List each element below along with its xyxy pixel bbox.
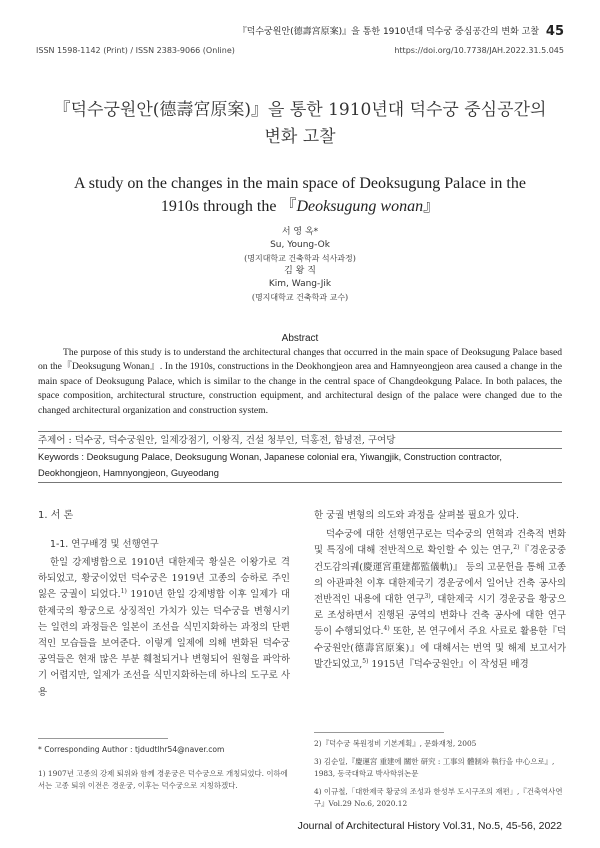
english-title-line1: A study on the changes in the main space of Deoksugung Palace in the <box>74 175 526 192</box>
corresponding-author: * Corresponding Author : tjdudtlhr54@naver.com <box>38 745 225 754</box>
korean-title <box>40 97 560 151</box>
paragraph-text: 또한, 본 연구에서 주요 사료로 활용한『덕수궁원안(德壽宮原案)』에 대해서는 번역 및 해제 보고서가 발간되었고, <box>314 626 567 670</box>
body-left-column <box>38 508 290 701</box>
paragraph-text: 덕수궁에 대한 선행연구로는 덕수궁의 연혁과 건축적 변화 및 특징에 대해 전반적으로 확인할 수 있는 연구, <box>314 529 566 557</box>
keywords-english-label: Keywords : <box>38 452 84 462</box>
keywords-english-list: Deoksugung Palace, Deoksugung Wonan, Japanese colonial era, Yiwangjik, Construction contractor, Deokhongjeon, Hamnyongjeon, Guyeodang <box>38 452 502 478</box>
author-name-en: Kim, Wang-Jik <box>268 279 332 289</box>
abstract-heading: Abstract <box>281 333 319 344</box>
english-title-prefix: 1910s through the 『 <box>160 198 297 215</box>
author-affiliation: (명지대학교 건축학과 석사과정) <box>244 254 356 263</box>
footnote-ref[interactable]: 1) <box>120 588 127 596</box>
footnote-ref[interactable]: 4) <box>383 625 390 633</box>
running-head-title: 『덕수궁원안(德壽宮原案)』을 통한 1910년대 덕수궁 중심공간의 변화 고찰 <box>237 27 540 37</box>
footnote: 3) 김순일,『慶運宮 重建에 關한 研究 : 工事의 體制와 執行을 中心으로』, 1983, 동국대학교 박사학위논문 <box>314 757 555 778</box>
paragraph-text: 1910년 한일 강제병합 이후 일제가 대한제국의 황궁으로 상징적인 가치가 있는 덕수궁을 변형시키는 일련의 과정들은 일본이 조선을 식민지화하는 과정의 단편적인 모습들을 보여준다. 이렇게 일제에 의해 변화된 덕수궁 공역들은 현재 많은 부분 훼철되거나 변형되어 원형을 파악하기 어렵지만, 일제가 조선을 식민지화하는데 하나의 도구로 사용 <box>38 589 290 698</box>
korean-title-line1: 『덕수궁원안(德壽宮原案)』을 통한 1910년대 덕수궁 중심공간의 <box>53 100 547 120</box>
author-block <box>0 226 600 304</box>
journal-footer: Journal of Architectural History Vol.31, No.5, 45-56, 2022 <box>297 820 562 832</box>
keywords-english <box>38 449 562 481</box>
footnote-divider <box>38 738 168 739</box>
keywords-korean <box>38 434 562 448</box>
page-number: 45 <box>545 24 564 39</box>
footnote-ref[interactable]: 2) <box>513 544 520 552</box>
body-paragraph <box>38 555 290 701</box>
footnotes-left <box>38 768 290 791</box>
paragraph-text: , 대한제국 시기 경운궁을 황궁으로 조성하면서 진행된 공역의 변화나 건축 공사에 대한 연구 등이 수행되었다. <box>314 594 566 638</box>
footnote: 2)『덕수궁 복원정비 기본계획』, 문화재청, 2005 <box>314 739 477 748</box>
keywords-korean-list: 덕수궁, 덕수궁원안, 일제강점기, 이왕직, 건설 청부인, 덕홍전, 함녕전, 구여당 <box>74 435 396 446</box>
abstract-body: The purpose of this study is to understand the architectural changes that occurred in the main space of Deoksugung Palace based on the『Deoksugung Wonan』. In the 1910s, constructions in the Deokhongjeon area and Hamnyeongjeon area caused a change in the main space of Deoksugung Palace, which is similar to the change in the central space of Changdeokgung Palace. In both palaces, the space composition, architectural structure, construction equipment, and architectural design of the palace were changed due to the changed architectural organization and construction system. <box>38 347 562 416</box>
author-name-en: Su, Young-Ok <box>270 240 330 250</box>
english-title-line2 <box>40 195 560 218</box>
author-name-ko: 김 왕 직 <box>284 266 316 276</box>
author-affiliation: (명지대학교 건축학과 교수) <box>251 293 349 302</box>
english-title <box>40 172 560 218</box>
subsection-heading: 1-1. 연구배경 및 선행연구 <box>50 539 159 550</box>
paragraph-text: 『경운궁중건도감의궤(慶運宮重建都監儀軌)』 등의 고문헌을 통해 고종의 아관파천 이후 대한제국기 경운궁에서 일어난 건축 공사의 전반적인 내용에 대한 연구 <box>314 545 566 606</box>
running-head <box>238 24 564 39</box>
body-right-column <box>314 508 566 673</box>
keywords-korean-label: 주제어 : <box>38 435 72 446</box>
footnote-ref[interactable]: 3) <box>424 592 431 600</box>
footnote: 4) 이규철,「대한제국 황궁의 조성과 한성부 도시구조의 재편」,『건축역사연구』Vol.29 No.6, 2020.12 <box>314 787 563 808</box>
footnote: 1) 1907년 고종의 강제 퇴위와 함께 경운궁은 덕수궁으로 개칭되었다. 이하에서는 고종 퇴위 이전은 경운궁, 이후는 덕수궁으로 지칭하겠다. <box>38 769 288 790</box>
english-title-italic: Deoksugung wonan <box>296 198 424 215</box>
section-heading: 1. 서 론 <box>38 510 74 521</box>
body-paragraph: 한 궁궐 변형의 의도와 과정을 살펴볼 필요가 있다. <box>314 510 519 521</box>
divider <box>38 431 562 432</box>
paragraph-text: 1915년『덕수궁원안』이 작성된 배경 <box>368 658 529 670</box>
body-paragraph <box>314 527 566 673</box>
footnote-ref[interactable]: 5) <box>362 657 369 665</box>
author-name-ko: 서 영 옥* <box>281 227 319 237</box>
paragraph-text: 한일 강제병합으로 1910년 대한제국 황실은 이왕가로 격하되었고, 황궁이었던 덕수궁은 1919년 고종의 승하로 주인 잃은 궁궐이 되었다. <box>38 557 290 601</box>
footnote-divider <box>314 732 444 733</box>
doi-link[interactable]: https://doi.org/10.7738/JAH.2022.31.5.045 <box>394 46 564 55</box>
divider <box>38 482 562 483</box>
english-title-suffix: 』 <box>423 198 440 215</box>
footnotes-right <box>314 738 566 816</box>
issn: ISSN 1598-1142 (Print) / ISSN 2383-9066 (Online) <box>36 46 235 55</box>
korean-title-line2: 변화 고찰 <box>264 127 336 147</box>
